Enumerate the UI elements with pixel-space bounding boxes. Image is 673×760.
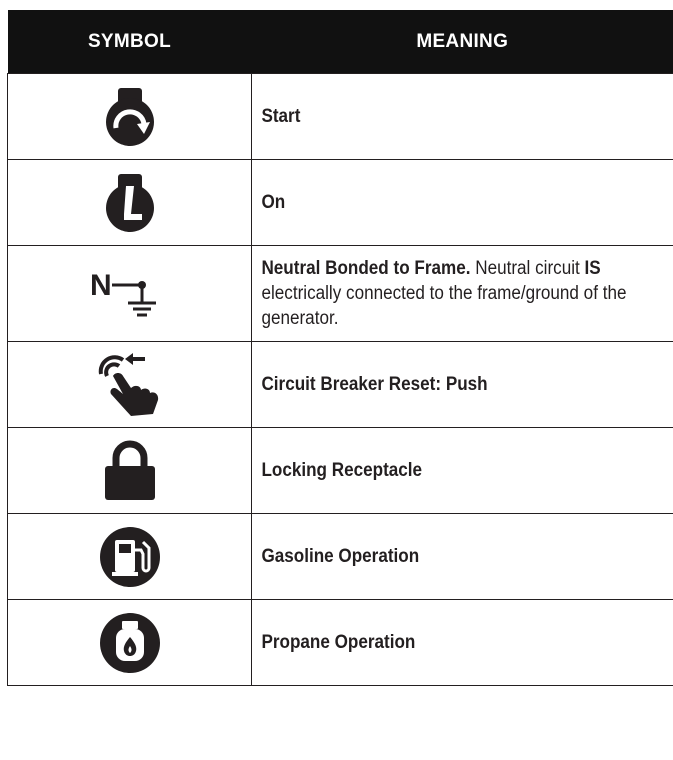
table-row: [8, 246, 673, 342]
symbol-cell: [8, 600, 252, 686]
meaning-bold: Circuit Breaker Reset: Push: [260, 374, 488, 395]
meaning-cell: [252, 160, 631, 246]
neutral-ground-icon: [90, 269, 170, 319]
meaning-cell: [252, 342, 631, 428]
meaning-bold: Start: [260, 106, 300, 127]
meaning-bold: Locking Receptacle: [260, 460, 422, 481]
meaning-text: Neutral circuit: [469, 258, 585, 279]
symbol-cell: [8, 428, 252, 514]
fuel-pump-icon: [99, 526, 161, 588]
meaning-bold-2: IS: [584, 258, 601, 279]
meaning-bold: Propane Operation: [260, 632, 415, 653]
meaning-column-header: MEANING: [252, 10, 673, 74]
symbol-table: [7, 10, 673, 686]
meaning-cell: [252, 428, 631, 514]
engine-on-icon: [104, 172, 156, 234]
propane-tank-icon: [99, 612, 161, 674]
symbol-cell: [8, 74, 252, 160]
meaning-bold: Neutral Bonded to Frame.: [260, 258, 470, 279]
padlock-icon: [103, 440, 157, 502]
table-row: [8, 74, 673, 160]
engine-start-icon: [104, 86, 156, 148]
neutral-n-label: N: [89, 268, 112, 302]
meaning-cell: [252, 74, 631, 160]
table-row: [8, 514, 673, 600]
meaning-bold: Gasoline Operation: [260, 546, 419, 567]
table-row: [8, 428, 673, 514]
table-header-row: [8, 10, 673, 74]
table-row: [8, 342, 673, 428]
symbol-cell: [8, 246, 252, 342]
meaning-text-2: electrically connected to the frame/ground of the generator.: [260, 283, 626, 329]
meaning-cell: [252, 600, 631, 686]
meaning-cell: [252, 246, 631, 342]
push-reset-hand-icon: [95, 352, 165, 418]
symbol-cell: [8, 342, 252, 428]
symbol-cell: [8, 160, 252, 246]
table-row: [8, 160, 673, 246]
table-row: [8, 600, 673, 686]
meaning-bold: On: [260, 192, 285, 213]
symbol-column-header: SYMBOL: [8, 10, 252, 74]
meaning-cell: [252, 514, 631, 600]
symbol-cell: [8, 514, 252, 600]
